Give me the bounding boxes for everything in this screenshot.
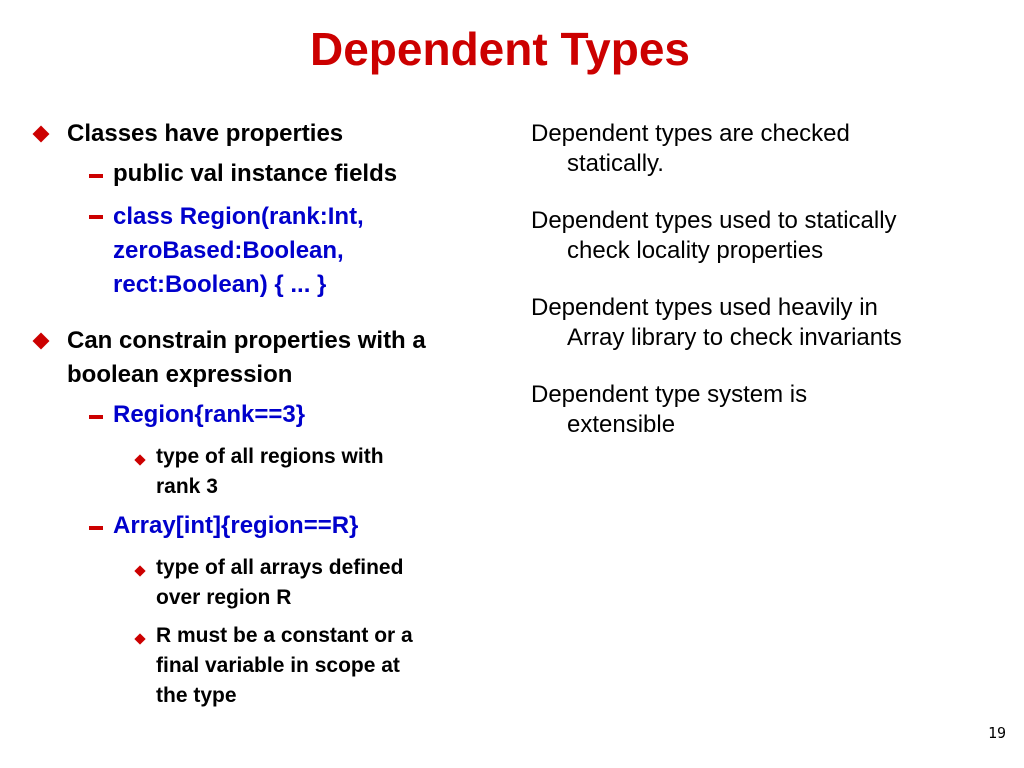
right-paragraph-2 [531,206,971,266]
diamond-bullet-icon [33,333,50,350]
subsub-region-type-line1: type of all regions with [156,445,384,468]
right-p1-line1: Dependent types are checked [531,120,850,147]
sub-bullet-public-val: public val instance fields [113,160,398,187]
subsub-r-constant-line2: final variable in scope at [156,654,400,677]
bullet-can-constrain-line2: boolean expression [67,361,293,388]
page-number: 19 [987,724,1006,742]
right-paragraph-3 [531,293,971,353]
code-class-region-line2: zeroBased:Boolean, [113,237,344,264]
right-p2-line1: Dependent types used to statically [531,207,897,234]
right-p4-line1: Dependent type system is [531,381,808,408]
code-class-region-line1: class Region(rank:Int, [113,203,364,230]
slide-title: Dependent Types [310,23,690,75]
code-class-region-line3: rect:Boolean) { ... } [113,271,327,298]
right-paragraph-4 [531,380,971,440]
subsub-array-type-line1: type of all arrays defined [156,556,404,579]
right-p2-line2: check locality properties [567,237,824,264]
right-p3-line2: Array library to check invariants [567,324,902,351]
dash-bullet-icon [89,215,103,219]
diamond-bullet-icon [134,454,145,465]
code-region-rank3: Region{rank==3} [113,401,306,428]
dash-bullet-icon [89,415,103,419]
subsub-region-type-line2: rank 3 [156,475,218,498]
dash-bullet-icon [89,174,103,178]
right-paragraph-1 [531,119,971,179]
diamond-bullet-icon [134,565,145,576]
right-p1-line2: statically. [567,150,664,177]
diamond-bullet-icon [33,126,50,143]
diamond-bullet-icon [134,633,145,644]
right-p3-line1: Dependent types used heavily in [531,294,878,321]
subsub-array-type-line2: over region R [156,586,292,609]
bullet-can-constrain-line1: Can constrain properties with a [67,327,426,354]
right-p4-line2: extensible [567,411,676,438]
code-array-region: Array[int]{region==R} [113,512,359,539]
subsub-r-constant-line1: R must be a constant or a [156,624,413,647]
subsub-r-constant-line3: the type [156,684,237,707]
bullet-classes-have-properties: Classes have properties [67,120,344,147]
dash-bullet-icon [89,526,103,530]
